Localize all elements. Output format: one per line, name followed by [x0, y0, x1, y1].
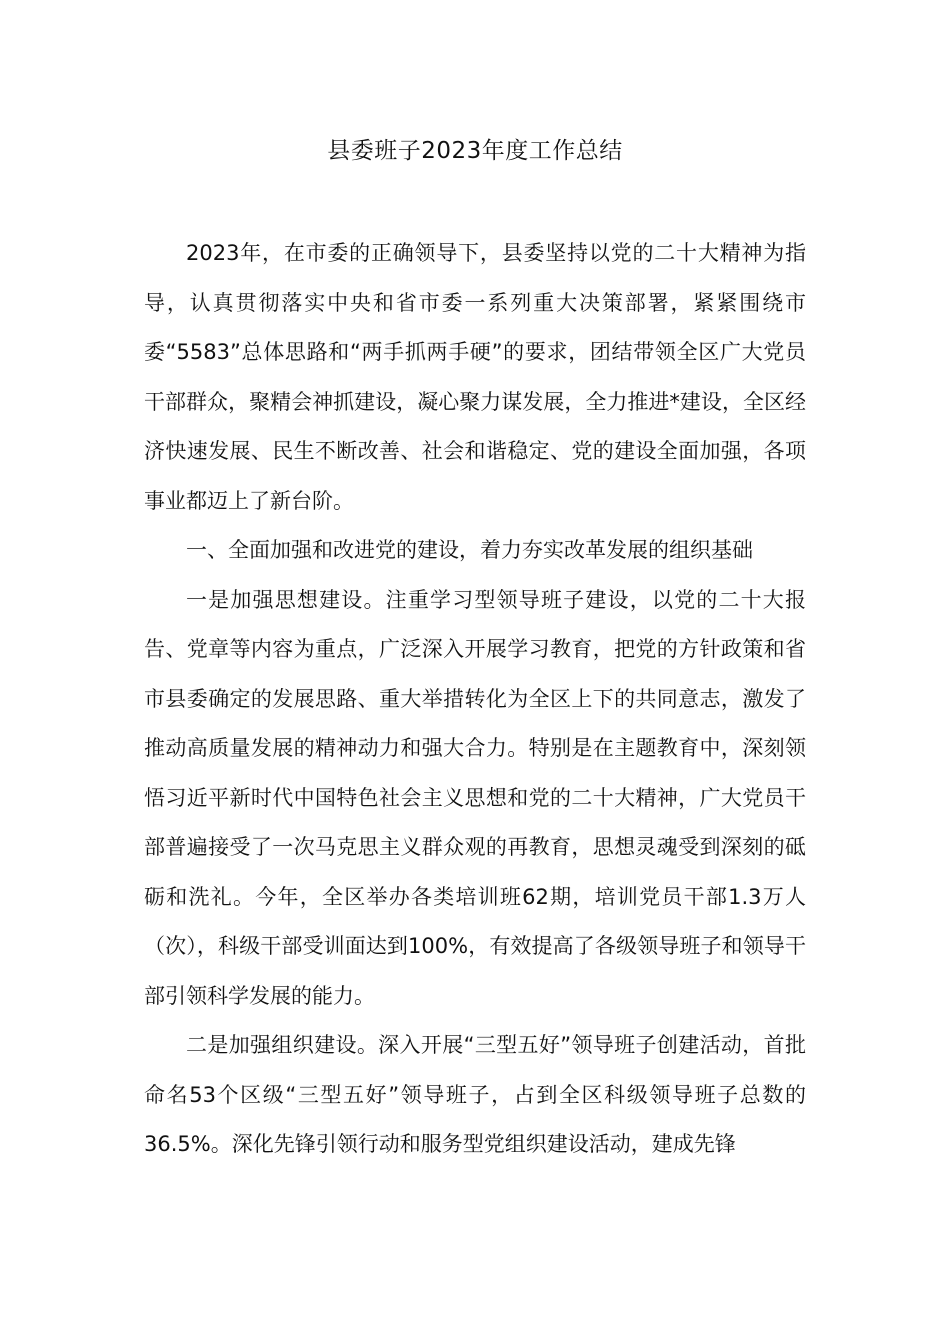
section-heading-1: 一、全面加强和改进党的建设，着力夯实改革发展的组织基础	[186, 538, 753, 562]
document-body	[144, 229, 806, 1170]
paragraph-organization: 二是加强组织建设。深入开展“三型五好”领导班子创建活动，首批命名53个区级“三型五好”领导班子，占到全区科级领导班子总数的36.5%。深化先锋引领行动和服务型党组织建设活动，建成先锋	[144, 1033, 806, 1156]
document-title: 县委班子2023年度工作总结	[327, 138, 623, 164]
paragraph-ideology: 一是加强思想建设。注重学习型领导班子建设，以党的二十大报告、党章等内容为重点，广泛深入开展学习教育，把党的方针政策和省市县委确定的发展思路、重大举措转化为全区上下的共同意志，激发了推动高质量发展的精神动力和强大合力。特别是在主题教育中，深刻领悟习近平新时代中国特色社会主义思想和党的二十大精神，广大党员干部普遍接受了一次马克思主义群众观的再教育，思想灵魂受到深刻的砥砺和洗礼。今年，全区举办各类培训班62期，培训党员干部1.3万人（次），科级干部受训面达到100%，有效提高了各级领导班子和领导干部引领科学发展的能力。	[144, 587, 806, 1008]
paragraph-intro: 2023年，在市委的正确领导下，县委坚持以党的二十大精神为指导，认真贯彻落实中央和省市委一系列重大决策部署，紧紧围绕市委“5583”总体思路和“两手抓两手硬”的要求，团结带领全区广大党员干部群众，聚精会神抓建设，凝心聚力谋发展，全力推进*建设，全区经济快速发展、民生不断改善、社会和谐稳定、党的建设全面加强，各项事业都迈上了新台阶。	[144, 241, 806, 513]
